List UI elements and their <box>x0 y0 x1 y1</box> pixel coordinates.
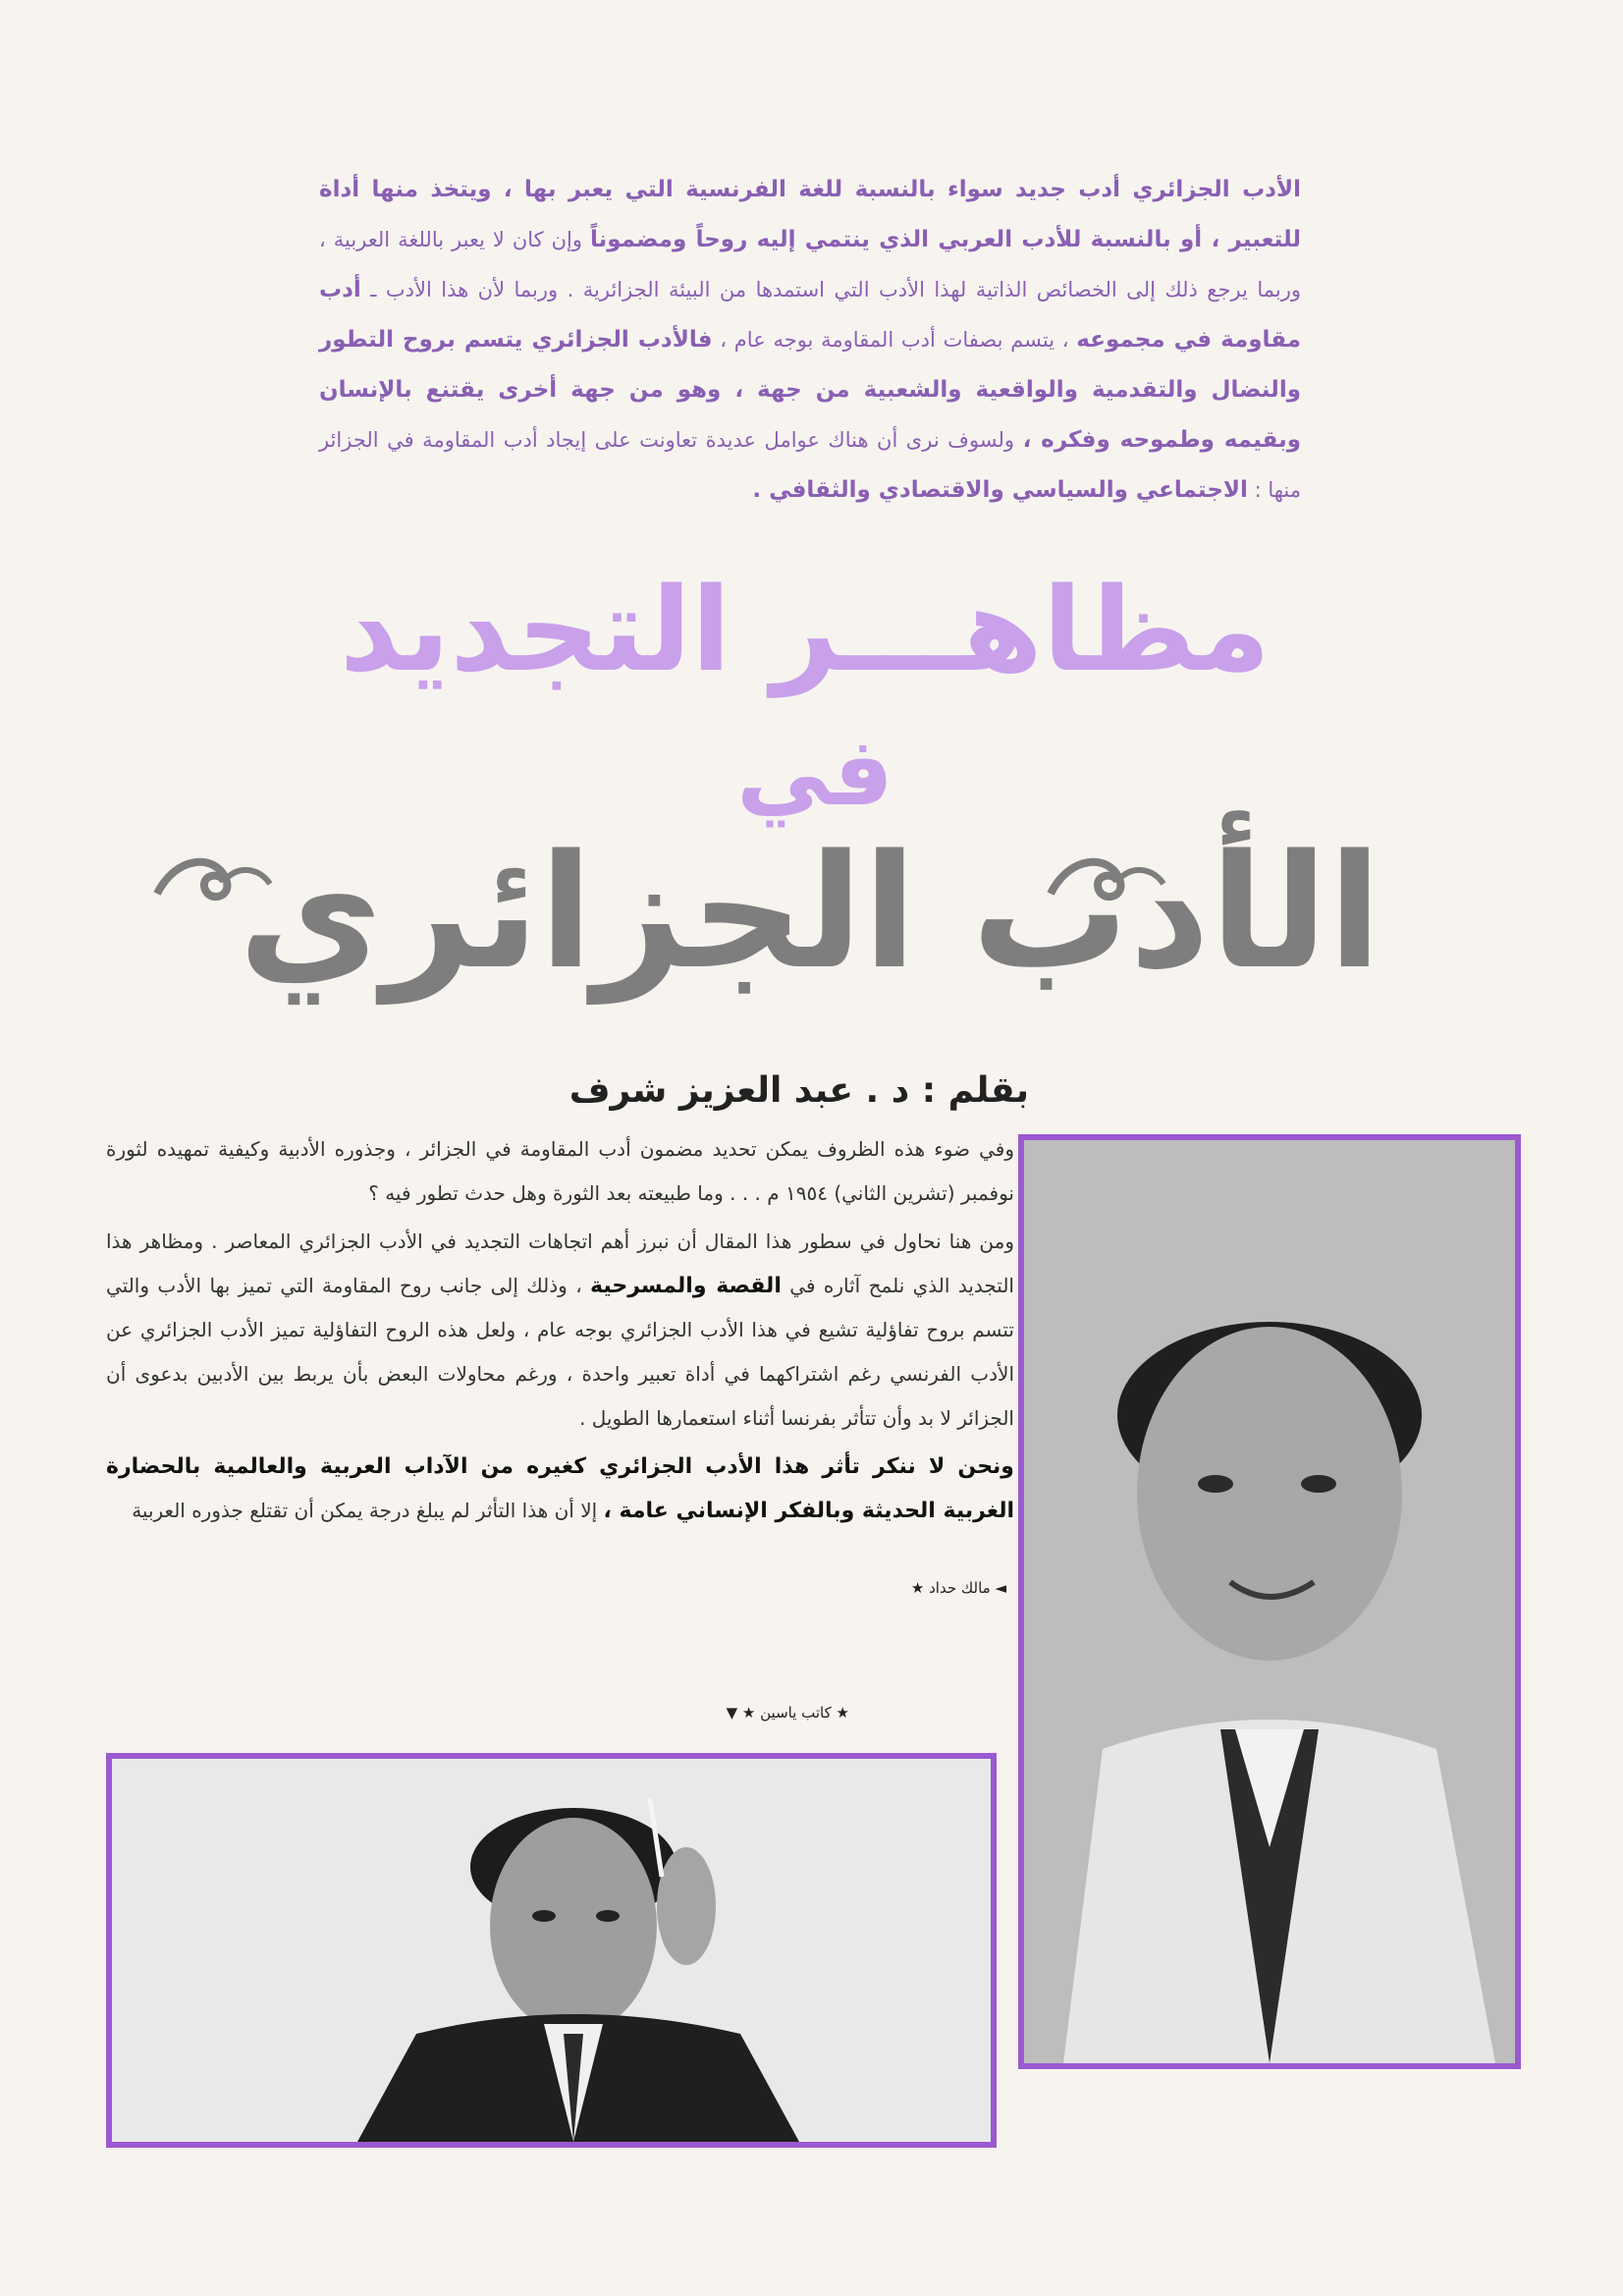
portrait-image-icon <box>1024 1140 1515 2063</box>
intro-text-2: ، يتسم بصفات أدب المقاومة بوجه عام ، <box>712 328 1077 352</box>
title-line-2: في <box>736 717 893 827</box>
body-paragraph-1: وفي ضوء هذه الظروف يمكن تحديد مضمون أدب المقاومة في الجزائر ، وجذوره الأدبية وكيفية تمهيده لثورة نوفمبر (تشرين الثاني) ١٩٥٤ م . . . وما طبيعته بعد الثورة وهل حدث تطور فيه ؟ <box>106 1137 1014 1205</box>
intro-bold-3: فالأدب الجزائري يتسم بروح التطور والنضال والتقدمية والواقعية والشعبية من جهة ، وهو من جهة أخرى يقتنع بالإنسان وبقيمه وطموحه وفكره ، <box>319 327 1301 453</box>
caption-photo-1: ◄ مالك حداد ★ <box>910 1579 1006 1597</box>
caption-photo-2: ★ كاتب ياسين ★ ▼ <box>726 1704 849 1722</box>
ornament-right-icon <box>1041 845 1168 913</box>
portrait-photo-kateb-yacine <box>106 1753 997 2148</box>
intro-bold-2: أدب مقاومة في مجموعه <box>319 277 1301 353</box>
ornament-left-icon <box>147 845 275 913</box>
body-bold-2: القصة والمسرحية <box>590 1274 782 1298</box>
byline: بقلم : د . عبد العزيز شرف <box>568 1070 1029 1111</box>
body-text-2a: ومن هنا نحاول في سطور هذا المقال أن نبرز أهم اتجاهات التجديد في الأدب الجزائري المعاصر . ومظاهر هذا التجديد الذي نلمح آثاره في <box>106 1230 1014 1297</box>
title-line-1: مظاهـــر التجديد <box>339 562 1271 697</box>
body-paragraph-2 <box>106 1220 1014 1441</box>
body-bold-3: ونحن لا ننكر تأثر هذا الأدب الجزائري كغيره من الآداب العربية والعالمية بالحضارة الغربية الحديثة وبالفكر الإنساني عامة ، <box>106 1454 1014 1523</box>
intro-bold-1: الأدب الجزائري أدب جديد سواء بالنسبة للغة الفرنسية التي يعبر بها ، ويتخذ منها أداة للتعبير ، أو بالنسبة للأدب العربي الذي ينتمي إليه روحاً ومضموناً <box>319 177 1301 252</box>
body-paragraph-3 <box>106 1445 1014 1533</box>
body-text-2c: ، وذلك إلى جانب روح المقاومة التي تميز بها الأدب والتي تتسم بروح تفاؤلية تشيع في هذا الأدب الجزائري بوجه عام ، ولعل هذه الروح التفاؤلية تميز الأدب الجزائري عن الأدب الفرنسي رغم اشتراكهما في أداة تعبير واحدة ، ورغم محاولات البعض بأن يربط بين الأدبين بدعوى أن الجزائر لا بد وأن تتأثر بفرنسا أثناء استعمارها الطويل . <box>106 1274 1014 1430</box>
portrait-image-2-icon <box>112 1759 991 2142</box>
intro-bold-4: الاجتماعي والسياسي والاقتصادي والثقافي . <box>752 477 1248 503</box>
body-column <box>106 1127 1014 1537</box>
title-line-3: الأدب الجزائري <box>238 820 1382 1004</box>
intro-paragraph <box>319 165 1301 516</box>
intro-text-1: وإن كان لا يعبر باللغة العربية ، وربما يرجع ذلك إلى الخصائص الذاتية لهذا الأدب التي استمدها من البيئة الجزائرية . وربما لأن هذا الأدب ـ <box>319 228 1301 301</box>
intro-text-3: ولسوف نرى أن هناك عوامل عديدة تعاونت على إيجاد أدب المقاومة في الجزائر منها : <box>319 428 1301 502</box>
portrait-photo-malek-haddad <box>1018 1134 1521 2069</box>
body-text-3b: إلا أن هذا التأثر لم يبلغ درجة يمكن أن تقتلع جذوره العربية <box>132 1499 604 1522</box>
